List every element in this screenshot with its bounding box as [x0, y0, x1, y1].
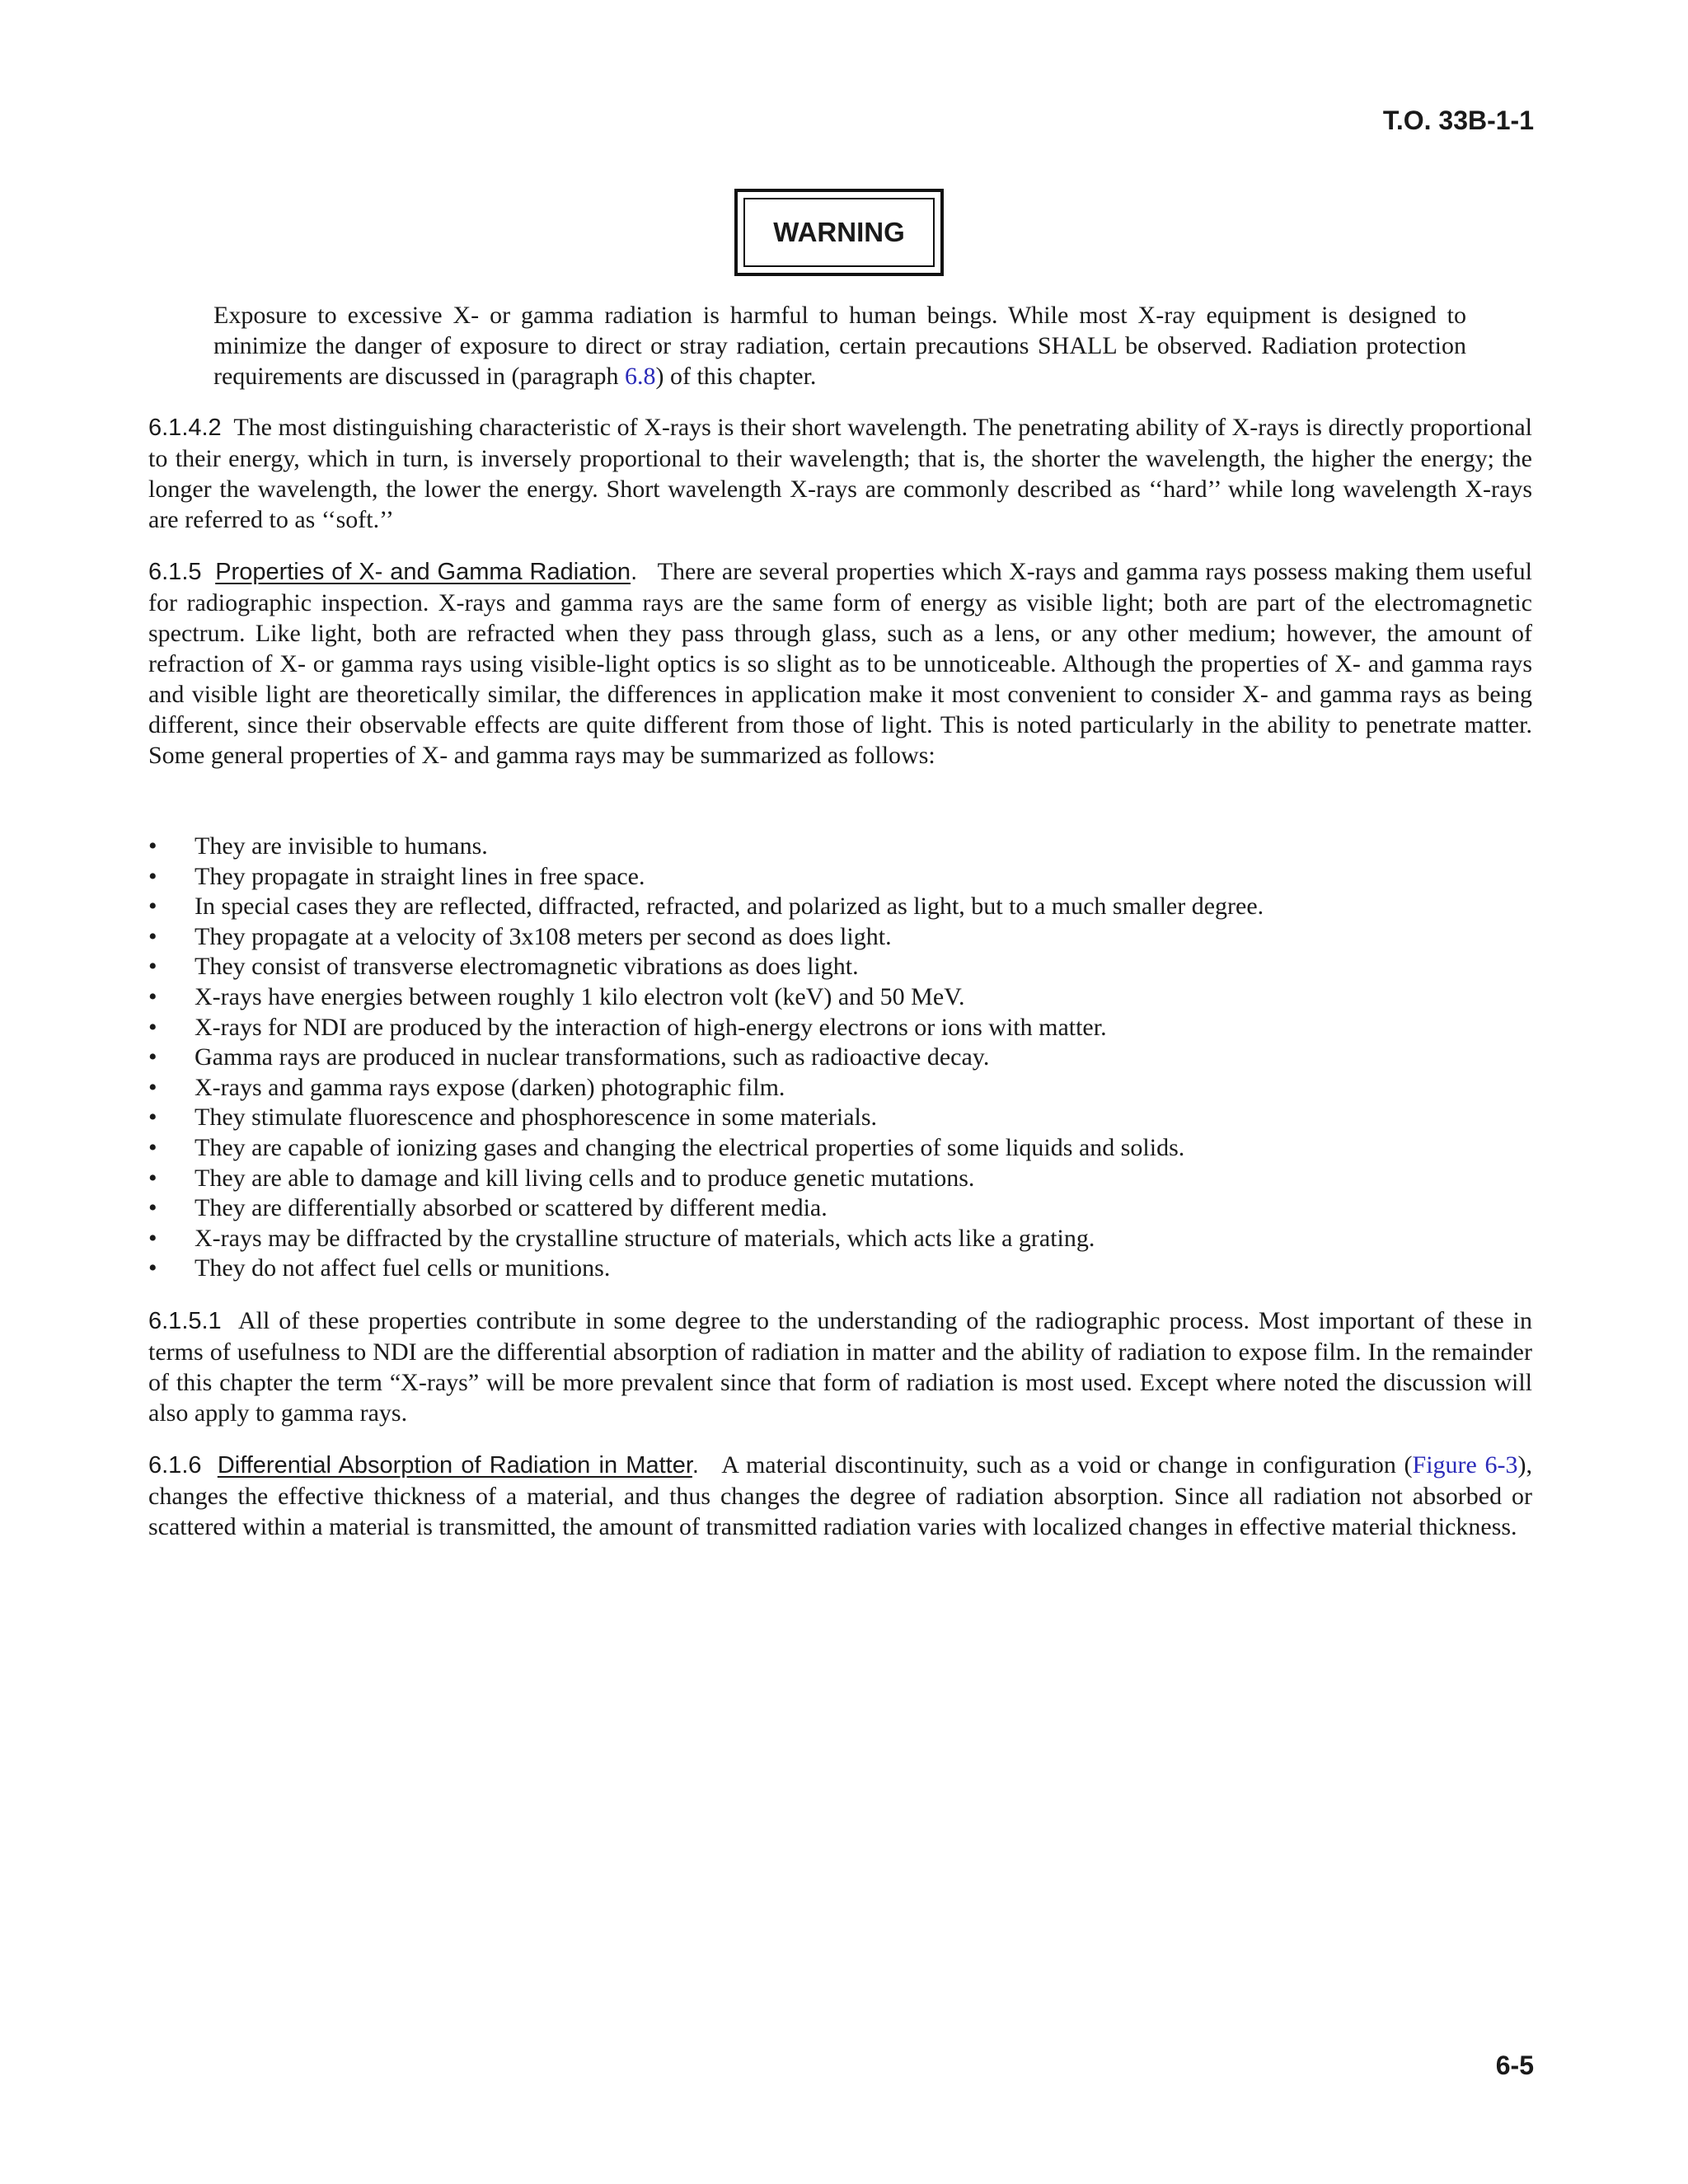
bullet-icon: •: [148, 1164, 157, 1192]
paragraph-6-1-4-2: [148, 412, 1532, 535]
list-item: • X-rays have energies between roughly 1 kilo electron volt (keV) and 50 MeV.: [148, 982, 1532, 1013]
warning-label: WARNING: [743, 198, 935, 267]
paragraph-6-1-5-1: [148, 1305, 1532, 1428]
paragraph-number: 6.1.6: [148, 1452, 202, 1479]
list-item: • They are differentially absorbed or scattered by different media.: [148, 1193, 1532, 1224]
bullet-icon: •: [148, 1133, 157, 1161]
bullet-icon: •: [148, 1224, 157, 1252]
paragraph-text: All of these properties contribute in some degree to the understanding of the radiographic process. Most important of these in terms of usefulness to NDI are the differential absorption of radiation in matter and the ability of radiation to expose film. In the remainder of this chapter the term “X-rays” will be more prevalent since that form of radiation is most used. Except where noted the discussion will also apply to gamma rays.: [148, 1307, 1532, 1427]
list-item: • X-rays for NDI are produced by the interaction of high-energy electrons or ions with matter.: [148, 1013, 1532, 1043]
bullet-icon: •: [148, 982, 157, 1010]
paragraph-number: 6.1.5.1: [148, 1308, 222, 1334]
paragraph-6-1-5: 6.1.5 Properties of X- and Gamma Radiation. There are several properties which X-rays and gamma rays possess making them useful for radiographic inspection. X-rays and gamma rays are the same form of energy as visible light; both are part of the electromagnetic spectrum. Like light, both are refracted when they pass through glass, such as a lens, or any other medium; however, the amount of refraction of X- or gamma rays using visible-light optics is so slight as to be unnoticeable. Although the properties of X- and gamma rays and visible light are theoretically similar, the differences in application make it most convenient to consider X- and gamma rays as being different, since their observable effects are quite different from those of light. This is noted particularly in the ability to penetrate matter. Some general properties of X- and gamma rays may be summarized as follows:: [148, 558, 1533, 769]
list-item: • In special cases they are reflected, diffracted, refracted, and polarized as light, but to a much smaller degree.: [148, 892, 1532, 922]
list-item: • They are invisible to humans.: [148, 832, 1532, 862]
list-item: • Gamma rays are produced in nuclear transformations, such as radioactive decay.: [148, 1043, 1532, 1073]
bullet-icon: •: [148, 1043, 157, 1071]
bullet-icon: •: [148, 1013, 157, 1041]
paragraph-text: There are several properties which X-rays and gamma rays possess making them useful for radiographic inspection. X-rays and gamma rays are the same form of energy as visible light; both are part of the electromagnetic spectrum. Like light, both are refracted when they pass through glass, such as a lens, or any other medium; however, the amount of refraction of X- or gamma rays using visible-light optics is so slight as to be unnoticeable. Although the properties of X- and gamma rays and visible light are theoretically similar, the differences in application make it most convenient to consider X- and gamma rays as being different, since their observable effects are quite different from those of light. This is noted particularly in the ability to penetrate matter. Some general properties of X- and gamma rays may be summarized as follows:: [148, 558, 1533, 769]
bullet-icon: •: [148, 1194, 157, 1222]
paragraph-number: 6.1.4.2: [148, 415, 222, 441]
list-item: • They propagate in straight lines in free space.: [148, 862, 1532, 893]
list-item: • X-rays and gamma rays expose (darken) photographic film.: [148, 1073, 1532, 1104]
bullet-icon: •: [148, 862, 157, 890]
list-item: • They propagate at a velocity of 3x108 meters per second as does light.: [148, 922, 1532, 953]
list-item: • They are capable of ionizing gases and changing the electrical properties of some liquids and solids.: [148, 1133, 1532, 1164]
properties-list: [148, 832, 1532, 1284]
warning-text: Exposure to excessive X- or gamma radiation is harmful to human beings. While most X-ray equipment is designed to minimize the danger of exposure to direct or stray radiation, certain precautions SHALL be observed. Radiation protection requirements are discussed in (paragraph 6.8) of this chapter.: [213, 302, 1466, 390]
paragraph-title: Properties of X- and Gamma Radiation: [215, 559, 631, 585]
bullet-icon: •: [148, 1254, 157, 1282]
document-code: T.O. 33B-1-1: [1382, 105, 1534, 135]
list-item: • They are able to damage and kill living cells and to produce genetic mutations.: [148, 1164, 1532, 1194]
paragraph-6-8-link[interactable]: 6.8: [624, 363, 656, 390]
list-item: • X-rays may be diffracted by the crystalline structure of materials, which acts like a grating.: [148, 1224, 1532, 1254]
paragraph-title: Differential Absorption of Radiation in Matter: [217, 1452, 692, 1479]
bullet-icon: •: [148, 1104, 157, 1132]
bullet-icon: •: [148, 832, 157, 860]
figure-6-3-link[interactable]: Figure 6-3: [1412, 1451, 1518, 1479]
warning-box: [734, 189, 944, 276]
paragraph-number: 6.1.5: [148, 559, 202, 585]
paragraph-6-1-6: 6.1.6 Differential Absorption of Radiation in Matter. A material discontinuity, such as a void or change in configuration (Figure 6-3), changes the effective thickness of a material, and thus changes the degree of radiation absorption. Since all radiation not absorbed or scattered within a material is transmitted, the amount of transmitted radiation varies with localized changes in effective material thickness.: [148, 1451, 1532, 1540]
list-item: • They consist of transverse electromagnetic vibrations as does light.: [148, 952, 1532, 982]
bullet-icon: •: [148, 922, 157, 950]
page-number: 6-5: [1495, 2050, 1534, 2080]
list-item: • They stimulate fluorescence and phosphorescence in some materials.: [148, 1103, 1532, 1133]
paragraph-text: The most distinguishing characteristic of X-rays is their short wavelength. The penetrating ability of X-rays is directly proportional to their energy, which in turn, is inversely proportional to their wavelength; that is, the shorter the wavelength, the higher the energy; the longer the wavelength, the lower the energy. Short wavelength X-rays are commonly described as ‘‘hard’’ while long wavelength X-rays are referred to as ‘‘soft.’’: [148, 414, 1532, 533]
bullet-icon: •: [148, 1073, 157, 1101]
list-item: • They do not affect fuel cells or munitions.: [148, 1254, 1532, 1284]
bullet-icon: •: [148, 893, 157, 921]
bullet-icon: •: [148, 953, 157, 981]
